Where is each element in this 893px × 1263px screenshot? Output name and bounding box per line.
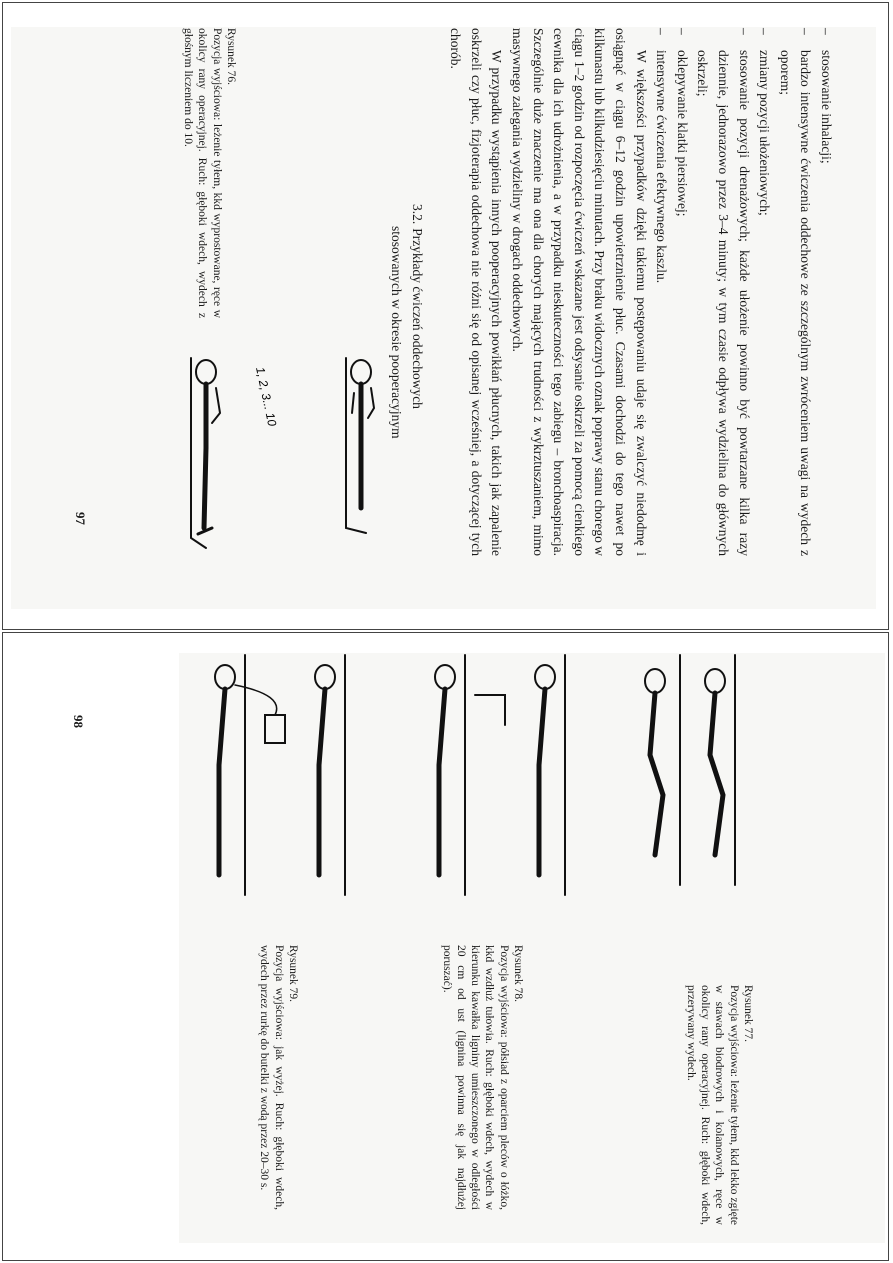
section-number: 3.2.	[409, 204, 425, 225]
caption-76-title: Rysunek 76.	[225, 28, 237, 86]
figure-76-illustration	[186, 358, 316, 548]
caption-78-title: Rysunek 78.	[512, 945, 524, 1003]
bullet-item: – oklepywanie klatki piersiowej;	[674, 28, 690, 217]
figure-79-illustration	[165, 655, 355, 945]
section-title-line1: Przykłady ćwiczeń oddechowych	[409, 228, 425, 409]
paragraph-2: W przypadku wystąpienia innych pooperacyjnych powikłań płucnych, takich jak zapalenie oskrzeli czy płuc, fizjoterapia oddechowa nie różni się od opisanej wcześniej, a dotyczącej tych chorób.	[448, 28, 505, 556]
bullet-item: – bardzo intensywne ćwiczenia oddechowe ze szczególnym zwróceniem uwagi na wydech z oporem;	[777, 28, 814, 556]
page-98	[165, 655, 755, 1225]
count-label: 1, 2, 3... 10	[253, 365, 280, 428]
bullet-item: – zmiany pozycji ułożeniowych;	[757, 28, 773, 216]
caption-76-text: Pozycja wyjściowa: leżenie tyłem, kkd wyprostowane, ręce w okolicy rany operacyjnej. Ruch: głęboki wdech, wydech z głośnym liczeniem do 10.	[182, 28, 223, 318]
caption-78	[439, 945, 525, 1210]
page-number-98: 98	[71, 715, 86, 728]
page-number-97: 97	[73, 512, 88, 525]
caption-77-text: Pozycja wyjściowa: leżenie tyłem, kkd lekko zgięte w stawach biodrowych i kolanowych, ręce w okolicy rany operacyjnej. Ruch: głęboki wdech, przerywany wydech.	[684, 985, 740, 1225]
page-97	[116, 28, 836, 588]
caption-78-text: Pozycja wyjściowa: półsiad z oparciem pleców o łóżko, kkd wzdłuż tułowia. Ruch: głęboki wdech, wydech w kierunku kawałka ligniny umieszczonego w odległości 20 cm od ust (lignina powinna się jak najdłużej poruszać).	[440, 945, 510, 1210]
bullet-item: – intensywne ćwiczenia efektywnego kaszlu.	[654, 28, 670, 284]
caption-79-title: Rysunek 79.	[287, 945, 299, 1003]
caption-79-text: Pozycja wyjściowa: jak wyżej. Ruch: głęboki wdech, wydech przez rurkę do butelki z wodą przez 20–30 s.	[258, 945, 285, 1210]
figure-77-illustration	[625, 655, 755, 965]
caption-77-title: Rysunek 77.	[742, 985, 754, 1043]
paragraph-1: W większości przypadków dzięki takiemu postępowaniu udaje się zwalczyć niedodmę i osiągnąć w ciągu 6–12 godzin upowietrznienie płuc. Czasami dochodzi do tego nawet po kilkunastu lub kilkudziesięciu minutach. Przy braku widocznych oznak poprawy stanu chorego w ciągu 1–2 godzin od rozpoczęcia ćwiczeń wskazane jest odsysanie oskrzeli za pomocą cienkiego cewnika dla ich udrożnienia, a w przypadku nieskuteczności tego zabiegu – bronchoaspiracja. Szczególnie duże znaczenie ma ona dla chorych mających trudności z wykrztuszaniem, mimo masywnego zalegania wydzieliny w drogach oddechowych.	[510, 28, 649, 556]
bullet-item: – stosowanie inhalacji;	[819, 28, 834, 164]
caption-76	[181, 28, 238, 318]
section-title-line2: stosowanych w okresie pooperacyjnym	[389, 226, 405, 439]
figure-lying-illustration	[336, 358, 486, 498]
caption-77	[684, 985, 755, 1225]
figure-78-illustration	[405, 655, 575, 945]
caption-79	[257, 945, 300, 1210]
bullet-item: – stosowanie pozycji drenażowych; każde ułożenie powinno być powtarzane kilka razy dziennie, jednorazowo przez 3–4 minuty; w tym czasie odpływa wydzielina do głównych oskrzeli;	[695, 28, 752, 556]
